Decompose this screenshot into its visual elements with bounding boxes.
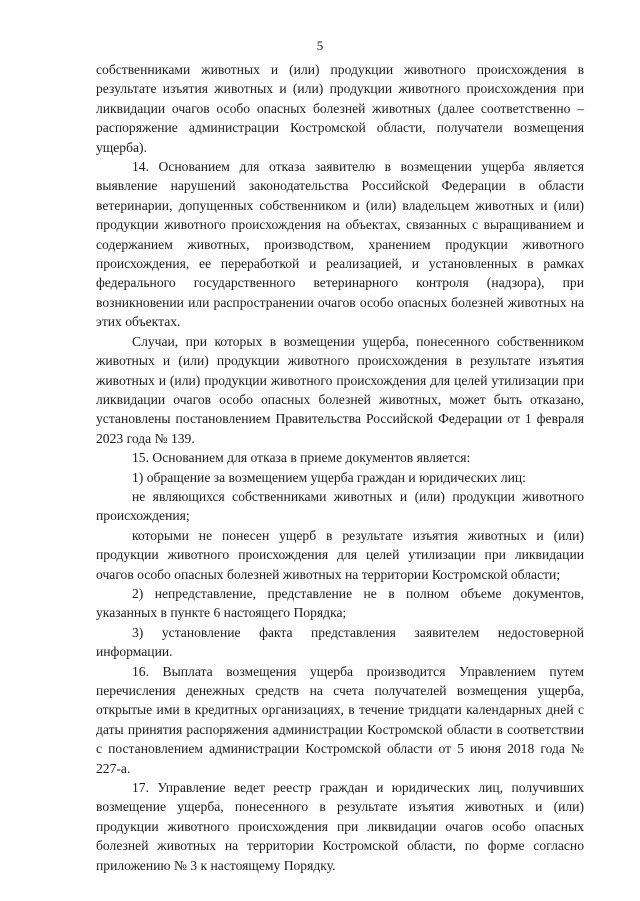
paragraph-14-cases: Случаи, при которых в возмещении ущерба, понесенного собственником животных и (или) продукции животного происхождения в результате изъятия животных и (или) продукции животного происхождения для целей утилизации при ликвидации очагов особо опасных болезней животных, может быть отказано, установлены постановлением Правительства Российской Федерации от 1 февраля 2023 года № 139. [96,333,584,446]
page-number: 5 [316,38,324,53]
document-body [96,60,584,875]
paragraph-16: 16. Выплата возмещения ущерба производится Управлением путем перечисления денежных средств на счета получателей возмещения ущерба, открытые ими в кредитных организациях, в течение тридцати календарных дней с даты принятия распоряжения администрации Костромской области в соответствии с постановлением администрации Костромской области от 5 июня 2018 года № 227-а. [96,663,584,776]
paragraph-15-item-2: 2) непредставление, представление не в полном объеме документов, указанных в пункте 6 настоящего Порядка; [96,585,584,621]
paragraph-15-item-1-a: не являющихся собственниками животных и (или) продукции животного происхождения; [96,488,584,524]
paragraph-continuation: собственниками животных и (или) продукции животного происхождения в результате изъятия животных и (или) продукции животного происхождения при ликвидации очагов особо опасных болезней животных (далее соответственно – распоряжение администрации Костромской области, получатели возмещения ущерба). [96,62,584,155]
paragraph-15-item-3: 3) установление факта представления заявителем недостоверной информации. [96,624,584,660]
paragraph-15-item-1-b: которыми не понесен ущерб в результате изъятия животных и (или) продукции животного происхождения для целей утилизации при ликвидации очагов особо опасных болезней животных на территории Костромской области; [96,527,584,582]
paragraph-14: 14. Основанием для отказа заявителю в возмещении ущерба является выявление нарушений законодательства Российской Федерации в области ветеринарии, допущенных собственником и (или) владельцем животных и (или) продукции животного происхождения на объектах, связанных с выращиванием и содержанием животных, производством, хранением продукции животного происхождения, ее переработкой и реализацией, и установленных в рамках федерального государственного ветеринарного контроля (надзора), при возникновении или распространении очагов особо опасных болезней животных на этих объектах. [96,159,584,330]
paragraph-15-item-1: 1) обращение за возмещением ущерба граждан и юридических лиц: [132,469,526,485]
paragraph-17: 17. Управление ведет реестр граждан и юридических лиц, получивших возмещение ущерба, понесенного в результате изъятия животных и (или) продукции животного происхождения при ликвидации очагов особо опасных болезней животных на территории Костромской области, по форме согласно приложению № 3 к настоящему Порядку. [96,780,584,873]
paragraph-15: 15. Основанием для отказа в приеме документов является: [132,450,471,466]
